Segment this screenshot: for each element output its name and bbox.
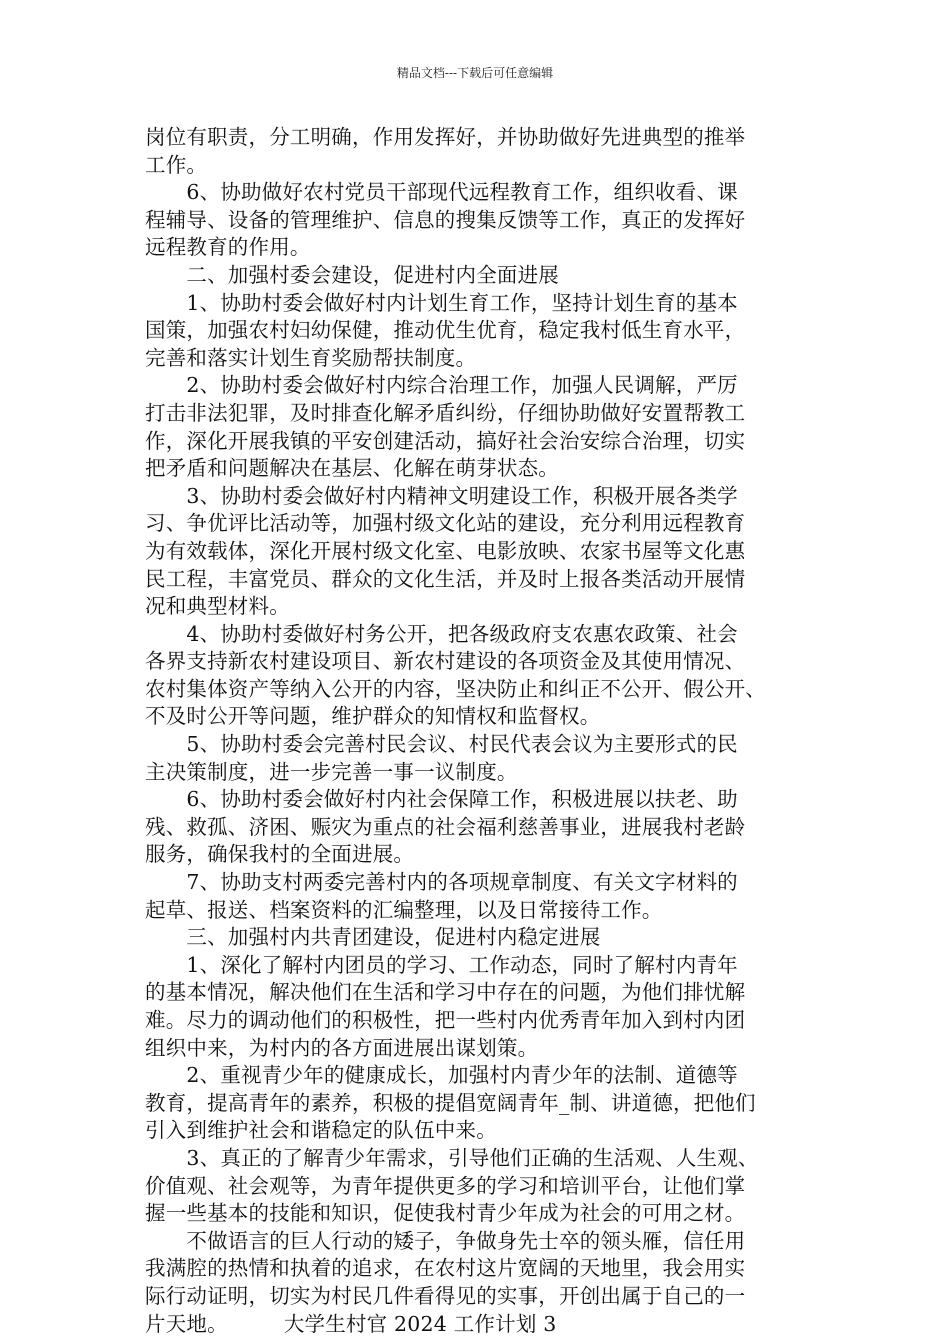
text-line: 程辅导、设备的管理维护、信息的搜集反馈等工作，真正的发挥好 (145, 207, 746, 232)
text-line: 况和典型材料。 (145, 594, 290, 619)
text-line: 岗位有职责，分工明确，作用发挥好，并协助做好先进典型的推举 (145, 125, 746, 149)
text-line: 我满腔的热情和执着的追求，在农村这片宽阔的天地里，我会用实 (145, 1256, 746, 1281)
text-line: 作，深化开展我镇的平安创建活动，搞好社会治安综合治理，切实 (145, 428, 746, 453)
text-line: 主决策制度，进一步完善一事一议制度。 (145, 759, 518, 784)
text-line: 6、协助村委会做好村内社会保障工作，积极进展以扶老、助 (145, 787, 738, 812)
text-line: 工作。 (145, 152, 208, 177)
page-header: 精品文档---下载后可任意编辑 (396, 66, 554, 80)
text-line: 1、深化了解村内团员的学习、工作动态，同时了解村内青年 (145, 952, 738, 977)
text-line: 把矛盾和问题解决在基层、化解在萌芽状态。 (145, 456, 559, 481)
last-line (145, 1311, 809, 1339)
text-line: 不及时公开等问题，维护群众的知情权和监督权。 (145, 704, 601, 729)
text-line: 价值观、社会观等，为青年提供更多的学习和培训平台，让他们掌 (145, 1173, 746, 1198)
text-line: 打击非法犯罪，及时排查化解矛盾纠纷，仔细协助做好安置帮教工 (145, 400, 746, 425)
text-line: 4、协助村委做好村务公开，把各级政府支农惠农政策、社会 (145, 621, 738, 646)
text-line: 农村集体资产等纳入公开的内容，坚决防止和纠正不公开、假公开、 (145, 676, 766, 701)
text-line: 难。尽力的调动他们的积极性，把一些村内优秀青年加入到村内团 (145, 1008, 746, 1032)
text-line: 不做语言的巨人行动的矮子，争做身先士卒的领头雁，信任用 (145, 1228, 746, 1253)
document-body (145, 124, 809, 1338)
text-line: 残、救孤、济困、赈灾为重点的社会福利慈善事业，进展我村老龄 (145, 814, 746, 839)
text-line: 远程教育的作用。 (145, 235, 311, 260)
text-line: 的基本情况，解决他们在生活和学习中存在的问题，为他们排忧解 (145, 980, 746, 1005)
text-line: 3、真正的了解青少年需求，引导他们正确的生活观、人生观、 (145, 1145, 759, 1170)
text-line: 教育，提高青年的素养，积极的提倡宽阔青年_制、讲道德，把他们 (145, 1090, 756, 1115)
closing-text: 片天地。 (145, 1311, 228, 1336)
text-line: 完善和落实计划生育奖励帮扶制度。 (145, 345, 477, 370)
text-line: 引入到维护社会和谐稳定的队伍中来。 (145, 1118, 497, 1143)
text-line: 习、争优评比活动等，加强村级文化站的建设，充分利用远程教育 (145, 511, 746, 536)
text-line: 各界支持新农村建设项目、新农村建设的各项资金及其使用情况、 (145, 649, 746, 674)
text-line: 3、协助村委会做好村内精神文明建设工作，积极开展各类学 (145, 483, 738, 508)
text-line: 组织中来，为村内的各方面进展出谋划策。 (145, 1035, 539, 1060)
section-heading: 三、加强村内共青团建设，促进村内稳定进展 (145, 925, 601, 950)
text-line: 7、协助支村两委完善村内的各项规章制度、有关文字材料的 (145, 870, 738, 895)
text-line: 起草、报送、档案资料的汇编整理，以及日常接待工作。 (145, 897, 663, 922)
text-line: 1、协助村委会做好村内计划生育工作，坚持计划生育的基本 (145, 290, 738, 315)
text-line: 国策，加强农村妇幼保健，推动优生优育，稳定我村低生育水平， (145, 318, 746, 343)
text-line: 服务，确保我村的全面进展。 (145, 842, 415, 867)
section-heading: 二、加强村委会建设，促进村内全面进展 (145, 262, 559, 287)
text-line: 为有效载体，深化开展村级文化室、电影放映、农家书屋等文化惠 (145, 538, 746, 563)
next-document-title: 大学生村官 2024 工作计划 3 (283, 1311, 557, 1336)
text-line: 握一些基本的技能和知识，促使我村青少年成为社会的可用之材。 (145, 1201, 746, 1226)
text-line: 6、协助做好农村党员干部现代远程教育工作，组织收看、课 (145, 180, 738, 205)
text-line: 2、协助村委会做好村内综合治理工作，加强人民调解，严厉 (145, 373, 738, 398)
text-line: 5、协助村委会完善村民会议、村民代表会议为主要形式的民 (145, 732, 738, 757)
text-line: 2、重视青少年的健康成长，加强村内青少年的法制、道德等 (145, 1063, 738, 1088)
text-line: 民工程，丰富党员、群众的文化生活，并及时上报各类活动开展情 (145, 566, 746, 591)
text-line: 际行动证明，切实为村民几件看得见的实事，开创出属于自己的一 (145, 1283, 746, 1308)
